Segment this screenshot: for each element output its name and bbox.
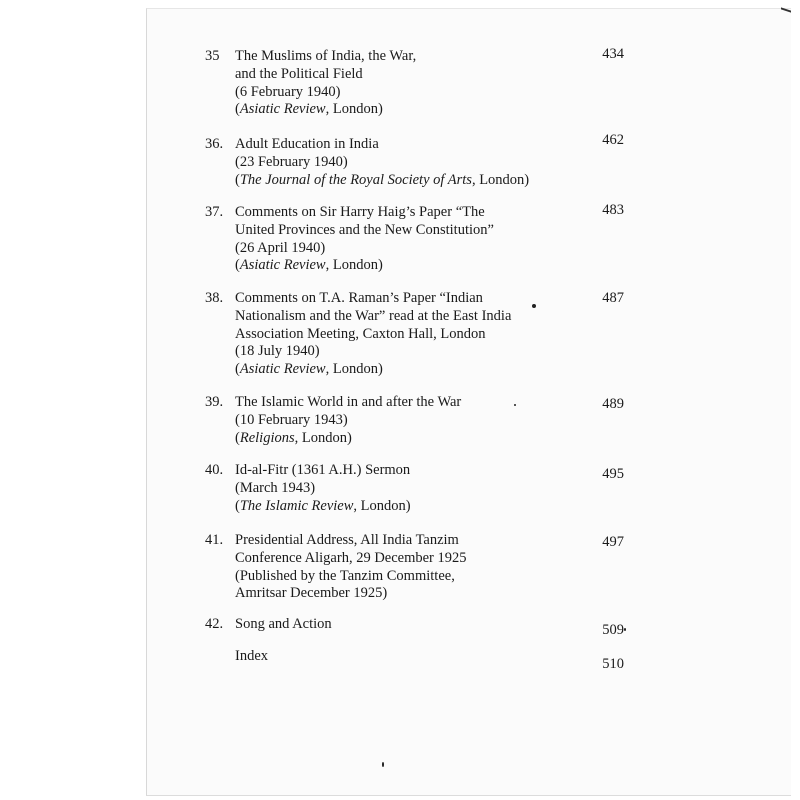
- entry-page-number: 495: [602, 466, 624, 482]
- entry-title-line: Adult Education in India: [235, 136, 379, 152]
- entry-number: 38.: [205, 290, 224, 306]
- entry-title-line: Comments on Sir Harry Haig’s Paper “The: [235, 204, 485, 220]
- entry-number: 42.: [205, 616, 224, 632]
- source-publication: The Journal of the Royal Society of Arts: [239, 171, 472, 188]
- source-publication: Asiatic Review: [239, 257, 326, 274]
- entry-source-line: (The Islamic Review, London): [235, 497, 411, 514]
- entry-page-number: 489: [602, 396, 624, 412]
- entry-source-line: (Religions, London): [235, 429, 352, 446]
- entry-page-number: 509: [602, 622, 624, 638]
- scan-speck: [382, 762, 384, 767]
- entry-date-line: (18 July 1940): [235, 343, 320, 360]
- source-publication: Asiatic Review: [239, 361, 326, 378]
- entry-date-line: (March 1943): [235, 479, 316, 496]
- entry-page-number: 462: [602, 132, 624, 148]
- source-publication: Asiatic Review: [239, 101, 326, 118]
- entry-title-line: The Islamic World in and after the War: [235, 394, 462, 410]
- entry-title-line: Conference Aligarh, 29 December 1925: [235, 549, 467, 566]
- entry-number: 37.: [205, 204, 224, 220]
- entry-title-line: Association Meeting, Caxton Hall, London: [235, 325, 486, 342]
- entry-number: 41.: [205, 532, 224, 548]
- entry-title-line: Index: [235, 648, 269, 664]
- page-corner-mark: [781, 7, 791, 18]
- entry-source-line: Amritsar December 1925): [235, 585, 388, 602]
- entry-date-line: (26 April 1940): [235, 239, 326, 256]
- entry-date-line: (23 February 1940): [235, 153, 348, 170]
- entry-number: 40.: [205, 462, 224, 478]
- entry-date-line: (10 February 1943): [235, 411, 348, 428]
- entry-page-number: 483: [602, 202, 624, 218]
- entry-title-line: Song and Action: [235, 616, 332, 632]
- entry-number: 39.: [205, 394, 224, 410]
- entry-date-line: (6 February 1940): [235, 83, 341, 100]
- entry-source-line: (Published by the Tanzim Committee,: [235, 567, 455, 584]
- entry-page-number: 434: [602, 46, 624, 62]
- entry-title-line: Id-al-Fitr (1361 A.H.) Sermon: [235, 462, 411, 478]
- entry-title-line: Presidential Address, All India Tanzim: [235, 532, 459, 548]
- entry-page-number: 497: [602, 534, 624, 550]
- entry-title-line: Nationalism and the War” read at the East India: [235, 307, 512, 324]
- entry-page-number: 487: [602, 290, 624, 306]
- source-publication: The Islamic Review: [239, 497, 354, 514]
- entry-source-line: (Asiatic Review, London): [235, 361, 383, 378]
- entry-number: 36.: [205, 136, 224, 152]
- entry-title-line: United Provinces and the New Constitution”: [235, 221, 494, 238]
- entry-source-line: (Asiatic Review, London): [235, 101, 383, 118]
- entry-page-number: 510: [602, 656, 624, 672]
- source-publication: Religions: [239, 429, 295, 446]
- entry-source-line: (The Journal of the Royal Society of Arts, London): [235, 171, 530, 188]
- scan-speck: [624, 628, 626, 631]
- entry-source-line: (Asiatic Review, London): [235, 257, 383, 274]
- entry-title-line: The Muslims of India, the War,: [235, 48, 417, 64]
- entry-title-line: Comments on T.A. Raman’s Paper “Indian: [235, 290, 483, 306]
- entry-number: 35: [205, 48, 220, 64]
- entry-title-line: and the Political Field: [235, 65, 363, 82]
